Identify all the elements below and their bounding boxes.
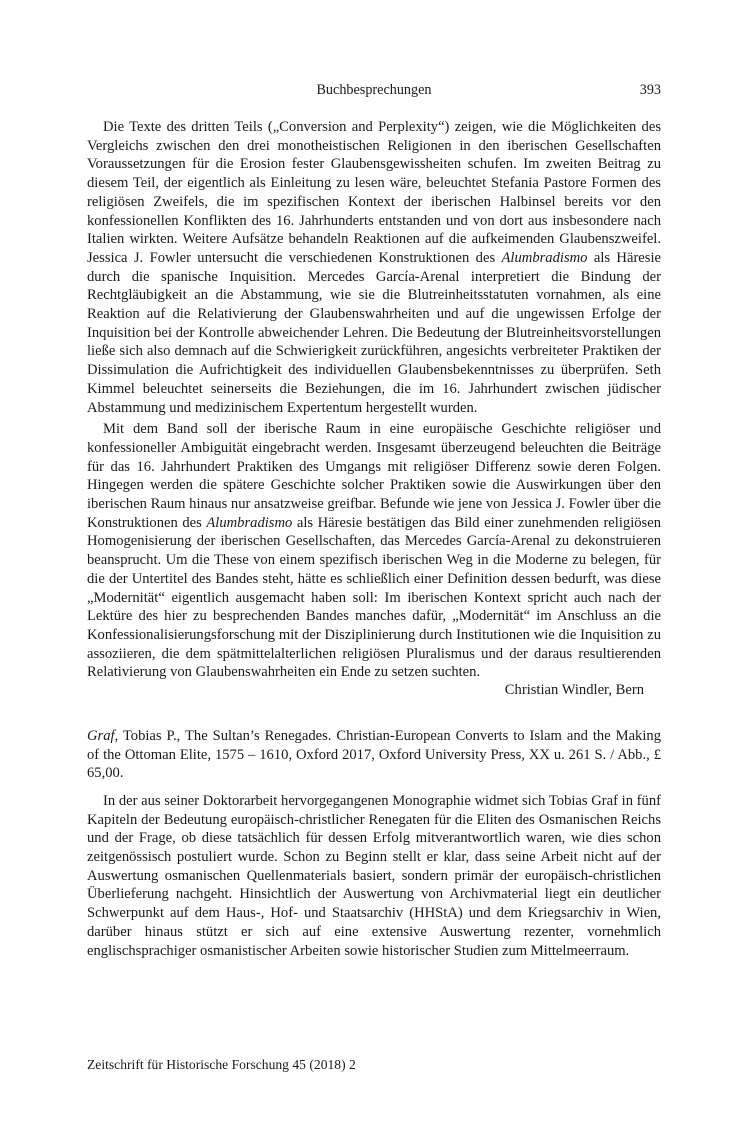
review-citation (87, 727, 661, 783)
paragraph-text: als Häresie bestätigen das Bild einer zunehmenden religiösen Homogenisierung der iberischen Gesellschaften, das Mercedes García-Arenal zu dekonstruieren beansprucht. Um die These von einem spezifisch iberischen Weg in die Moderne zu belegen, für die der Untertitel des Bandes steht, hätte es schließlich einer Definition dessen bedurft, was diese „Modernität“ eigentlich ausgemacht haben soll: Im iberischen Kontext spricht auch nach der Lektüre des hier zu besprechenden Bandes manches dafür, „Modernität“ im Anschluss an die Konfessionalisierungsforschung mit der Disziplinierung durch Institutionen wie die Inquisition zu assoziieren, die dem spätmittelalterlichen religiösen Pluralismus und der daraus resultierenden Relativierung von Glaubenswahrheiten ein Ende zu setzen suchten. (87, 514, 661, 681)
review-paragraph (87, 792, 661, 960)
page-body (87, 82, 661, 960)
paragraph-conclusion (87, 420, 661, 682)
running-title: Buchbesprechungen (316, 82, 432, 98)
book-author: Graf (87, 727, 115, 744)
running-header (87, 82, 661, 104)
journal-footer: Zeitschrift für Historische Forschung 45 (2018) 2 (87, 1057, 356, 1072)
paragraph-text: Mit dem Band soll der iberische Raum in eine europäische Geschichte religiöser und konfessioneller Ambiguität eingebracht werden. Insgesamt überzeugend beleuchten die Beiträge für das 16. Jahrhundert Praktiken des Umgangs mit religiöser Differenz sowie deren Folgen. Hingegen werden die spätere Geschichte solcher Praktiken sowie die Auswirkungen über den iberischen Raum hinaus nur ansatzweise greifbar. Befunde wie jene von Jessica J. Fowler über die Konstruktionen des (87, 421, 661, 531)
citation-text: , Tobias P., The Sultan’s Renegades. Christian-European Converts to Islam and the Making of the Ottoman Elite, 1575 – 1610, Oxford 2017, Oxford University Press, XX u. 261 S. / Abb., £ 65,00. (87, 727, 661, 782)
italic-term: Alumbradismo (206, 514, 293, 531)
paragraph-text: als Häresie durch die spanische Inquisition. Mercedes García-Arenal interpretiert die Bindung der Rechtgläubigkeit an die Abstammung, wie sie die Blutreinheitsstatuten vornahmen, als eine Reaktion auf die Relativierung der Glaubenswahrheiten und auf die ungewissen Erfolge der Inquisition bei der Kontrolle abweichender Lehren. Die Bedeutung der Blutreinheitsvorstellungen ließe sich also demnach auf die Schwierigkeit zurückführen, angesichts verbreiteter Praktiken der Dissimulation die Aufrichtigkeit des individuellen Glaubensbekenntnisses zu überprüfen. Seth Kimmel beleuchtet seinerseits die Beziehungen, die im 16. Jahrhundert zwischen jüdischer Abstammung und medizinischem Expertentum hergestellt wurden. (87, 249, 661, 416)
paragraph-text: Die Texte des dritten Teils („Conversion and Perplexity“) zeigen, wie die Möglichkeiten des Vergleichs zwischen den drei monotheistischen Religionen in den iberischen Gesellschaften Voraussetzungen für die Erosion fester Glaubensgewissheiten schufen. Im zweiten Beitrag zu diesem Teil, der eigentlich als Einleitung zu lesen wäre, beleuchtet Stefania Pastore Formen des religiösen Zweifels, die im spezifischen Kontext der iberischen Halbinsel bereits vor den konfessionellen Konflikten des 16. Jahrhunderts entstanden und von dort aus insbesondere nach Italien wirkten. Weitere Aufsätze behandeln Reaktionen auf die aufkeimenden Glaubenszweifel. Jessica J. Fowler untersucht die verschiedenen Konstruktionen des (87, 119, 661, 266)
paragraph-conversion-perplexity (87, 118, 661, 417)
paragraph-text: In der aus seiner Doktorarbeit hervorgegangenen Monographie widmet sich Tobias Graf in fünf Kapiteln der Bedeutung europäisch-christlicher Renegaten für die Eliten des Osmanischen Reichs und der Frage, ob diese tatsächlich für dessen Erfolg mitverantwortlich waren, wie dies schon zeitgenössisch postuliert wurde. Schon zu Beginn stellt er klar, dass seine Arbeit nicht auf der Auswertung osmanischen Quellenmaterials basiert, sondern primär der europäisch-christlichen Überlieferung nachgeht. Hinsichtlich der Auswertung von Archivmaterial liegt ein deutlicher Schwerpunkt auf dem Haus-, Hof- und Staatsarchiv (HHStA) und dem Kriegsarchiv in Wien, darüber hinaus stützt er sich auf eine extensive Auswertung rezenter, vornehmlich englischsprachiger osmanistischer Arbeiten sowie historischer Studien zum Mittelmeerraum. (87, 792, 661, 959)
reviewer-signature: Christian Windler, Bern (504, 682, 644, 699)
italic-term: Alumbradismo (501, 249, 588, 266)
page-number: 393 (639, 82, 661, 98)
